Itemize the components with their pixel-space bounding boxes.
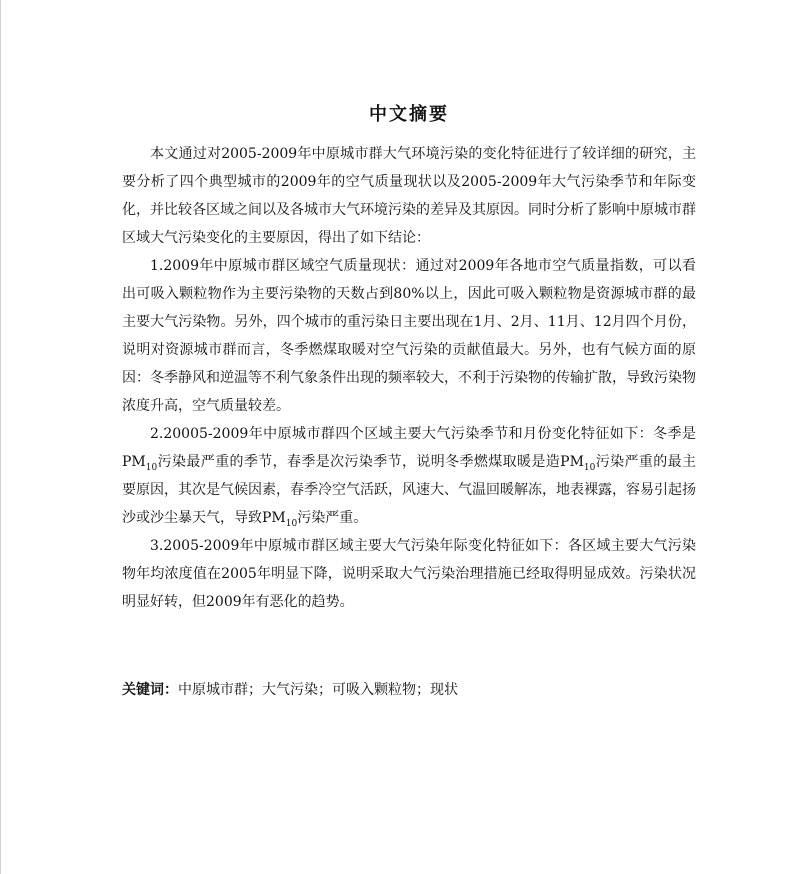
keywords-line <box>122 676 458 704</box>
point-2-text-2: 污染最严重的季节，春季是次污染季节，说明冬季燃煤取暖是造 <box>157 454 561 470</box>
pm-label: PM <box>262 510 286 526</box>
pm10-term <box>262 510 298 529</box>
pm-label: PM <box>122 454 146 470</box>
intro-paragraph: 本文通过对2005-2009年中原城市群大气环境污染的变化特征进行了较详细的研究，主要分析了四个典型城市的2009年的空气质量现状以及2005-2009年大气污染季节和年际变化，并比较各区域之间以及各城市大气环境污染的差异及其原因。同时分析了影响中原城市群区域大气污染变化的主要原因，得出了如下结论： <box>122 146 696 246</box>
conclusion-point-2 <box>122 420 696 532</box>
pm-subscript: 10 <box>583 462 596 473</box>
page-left-edge <box>0 0 1 874</box>
point-2-text-4: 污染严重。 <box>297 510 368 526</box>
conclusion-point-3: 3.2005-2009年中原城市群区域主要大气污染年际变化特征如下：各区域主要大气污染物年均浓度值在2005年明显下降，说明采取大气污染治理措施已经取得明显成效。污染状况明显好转，但2009年有恶化的趋势。 <box>122 538 696 610</box>
abstract-body <box>122 100 696 616</box>
keywords-label: 关键词： <box>122 682 178 698</box>
keywords-list: 中原城市群；大气污染；可吸入颗粒物；现状 <box>178 682 458 698</box>
pm-subscript: 10 <box>145 462 158 473</box>
pm-subscript: 10 <box>285 518 298 529</box>
page-title: 中文摘要 <box>369 104 449 125</box>
point-2-text-1: 2.20005-2009年中原城市群四个区域主要大气污染季节和月份变化特征如下：冬季是 <box>150 426 696 442</box>
conclusion-point-1: 1.2009年中原城市群区域空气质量现状：通过对2009年各地市空气质量指数，可以看出可吸入颗粒物作为主要污染物的天数占到80%以上，因此可吸入颗粒物是资源城市群的最主要大气污染物。另外，四个城市的重污染日主要出现在1月、2月、11月、12月四个月份，说明对资源城市群而言，冬季燃煤取暖对空气污染的贡献值最大。另外，也有气候方面的原因：冬季静风和逆温等不利气象条件出现的频率较大，不利于污染物的传输扩散，导致污染物浓度升高，空气质量较差。 <box>122 258 696 414</box>
pm10-term <box>560 454 596 473</box>
point-2-text-3: 污染严重的最主要原因，其次是气候因素，春季冷空气活跃，风速大、气温回暖解冻，地表裸露，容易引起扬沙或沙尘暴天气，导致 <box>122 454 697 526</box>
pm10-term <box>122 454 158 473</box>
pm-label: PM <box>560 454 584 470</box>
